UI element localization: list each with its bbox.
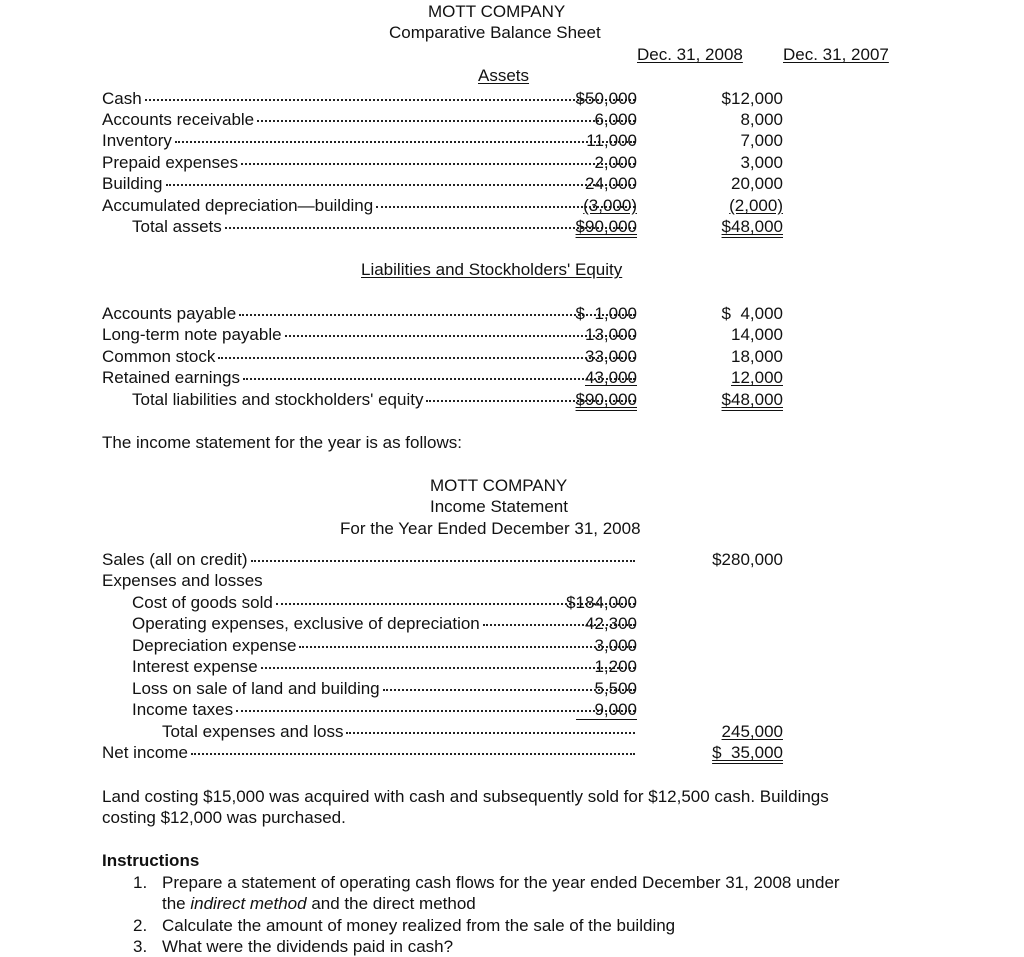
balance-sheet-company: MOTT COMPANY xyxy=(428,2,566,21)
row-label: Total assets xyxy=(132,217,222,236)
note-line-1: Land costing $15,000 was acquired with cash and subsequently sold for $12,500 cash. Buildings xyxy=(102,787,829,806)
value-2007: 3,000 xyxy=(740,153,783,172)
value-2007: $48,000 xyxy=(721,217,783,236)
list-item-continuation xyxy=(162,894,476,914)
row-label: Loss on sale of land and building xyxy=(132,679,380,698)
expense-value: 3,000 xyxy=(594,636,637,655)
row-label: Depreciation expense xyxy=(132,636,297,655)
value-2007: 20,000 xyxy=(731,174,783,193)
value-2008: 2,000 xyxy=(594,153,637,172)
text-fragment: the xyxy=(162,894,191,913)
row-label: Prepaid expenses xyxy=(102,153,239,172)
row-label: Cost of goods sold xyxy=(132,593,273,612)
text-fragment: and the direct method xyxy=(306,894,476,913)
instructions-heading: Instructions xyxy=(102,851,200,870)
value-2008: 43,000 xyxy=(585,368,637,387)
balance-sheet-title: Comparative Balance Sheet xyxy=(389,23,601,42)
value-2007: $48,000 xyxy=(721,390,783,409)
value-2008: 33,000 xyxy=(585,347,637,366)
value-2007: 7,000 xyxy=(740,131,783,150)
value-2007: 12,000 xyxy=(731,368,783,387)
value-2007: 14,000 xyxy=(731,325,783,344)
row-label: Operating expenses, exclusive of depreciation xyxy=(132,614,480,633)
value-2007: $ 4,000 xyxy=(721,304,783,323)
value-2008: $ 1,000 xyxy=(575,304,637,323)
indirect-method-emphasis: indirect method xyxy=(190,894,307,913)
value-2007: $12,000 xyxy=(721,89,783,108)
expense-value: $184,000 xyxy=(566,593,637,612)
list-item-text: Prepare a statement of operating cash flows for the year ended December 31, 2008 under xyxy=(162,873,840,892)
value-2008: $90,000 xyxy=(575,217,637,236)
expenses-heading: Expenses and losses xyxy=(102,571,263,590)
row-label: Accounts payable xyxy=(102,304,237,323)
column-header-2008: Dec. 31, 2008 xyxy=(637,45,743,64)
net-income-value: $ 35,000 xyxy=(712,743,783,762)
list-item-number: 1. xyxy=(133,873,148,892)
liabilities-heading: Liabilities and Stockholders' Equity xyxy=(361,260,623,279)
expense-value: 1,200 xyxy=(594,657,637,676)
list-item-number: 3. xyxy=(133,937,148,956)
note-line-2: costing $12,000 was purchased. xyxy=(102,808,346,827)
row-label: Total expenses and loss xyxy=(162,722,344,741)
row-label: Interest expense xyxy=(132,657,258,676)
row-label: Net income xyxy=(102,743,188,762)
row-label: Inventory xyxy=(102,131,172,150)
row-label: Total liabilities and stockholders' equity xyxy=(132,390,424,409)
row-label: Cash xyxy=(102,89,142,108)
value-2008: 6,000 xyxy=(594,110,637,129)
row-label: Accounts receivable xyxy=(102,110,255,129)
value-2008: (3,000) xyxy=(583,196,637,215)
list-item-text: Calculate the amount of money realized from the sale of the building xyxy=(162,916,676,935)
income-intro: The income statement for the year is as follows: xyxy=(102,433,462,452)
sales-value: $280,000 xyxy=(712,550,783,569)
column-header-2007: Dec. 31, 2007 xyxy=(783,45,889,64)
value-2008: 11,000 xyxy=(586,131,637,150)
row-label: Sales (all on credit) xyxy=(102,550,248,569)
row-label: Common stock xyxy=(102,347,216,366)
value-2007: 18,000 xyxy=(731,347,783,366)
expenses-heading-row xyxy=(102,570,263,591)
total-value: 245,000 xyxy=(721,722,783,741)
row-label: Retained earnings xyxy=(102,368,240,387)
value-2008: 24,000 xyxy=(585,174,637,193)
row-label: Long-term note payable xyxy=(102,325,282,344)
value-2007: (2,000) xyxy=(729,196,783,215)
value-2008: 13,000 xyxy=(585,325,637,344)
expense-value: 9,000 xyxy=(576,701,637,720)
expense-value: 42,300 xyxy=(585,614,637,633)
value-2008: $90,000 xyxy=(575,390,637,409)
row-label: Building xyxy=(102,174,163,193)
list-item-number: 2. xyxy=(133,916,148,935)
list-item-text: What were the dividends paid in cash? xyxy=(162,937,454,956)
expense-value: 5,500 xyxy=(594,679,637,698)
income-statement-title: Income Statement xyxy=(430,497,568,516)
income-statement-period: For the Year Ended December 31, 2008 xyxy=(340,519,641,538)
row-label: Accumulated depreciation—building xyxy=(102,196,374,215)
income-statement-company: MOTT COMPANY xyxy=(430,476,568,495)
value-2008: $50,000 xyxy=(575,89,637,108)
row-label: Income taxes xyxy=(132,700,234,719)
value-2007: 8,000 xyxy=(740,110,783,129)
assets-heading: Assets xyxy=(478,66,530,85)
